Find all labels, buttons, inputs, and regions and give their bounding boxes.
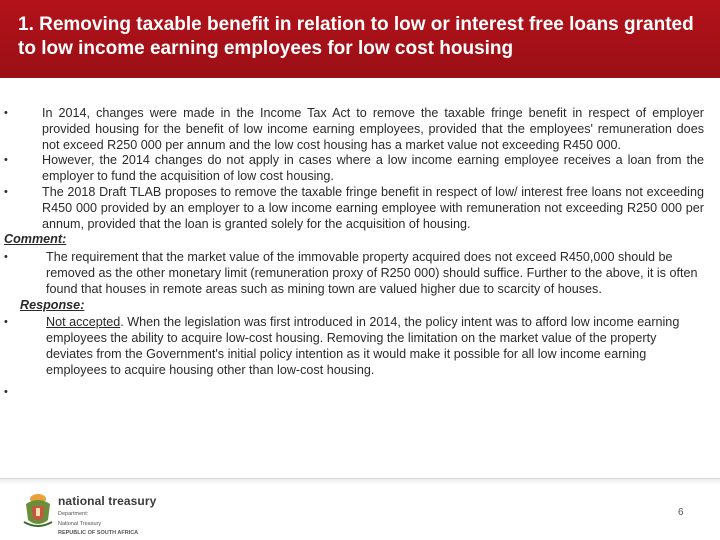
slide-content — [4, 106, 704, 398]
dept-line: REPUBLIC OF SOUTH AFRICA — [58, 530, 139, 536]
bullet-icon: • — [4, 154, 8, 167]
bullet-item — [4, 185, 704, 232]
bullet-icon: • — [4, 385, 8, 398]
bullet-item — [4, 153, 704, 185]
bullet-icon: • — [4, 185, 8, 198]
response-label: Response: — [20, 297, 85, 312]
bullet-text: The 2018 Draft TLAB proposes to remove the taxable fringe benefit in respect of low/ interest free loans not exceeding R450 000 provided by an employer to a low income earning employee with remuneration not exceeding R250 000 per annum, provided that the loan is granted solely for the acquisition of housing. — [42, 184, 704, 231]
footer-shadow — [0, 479, 720, 485]
bullet-icon: • — [4, 251, 8, 264]
page-number: 6 — [678, 507, 684, 518]
slide-title: 1. Removing taxable benefit in relation to low or interest free loans granted to low income earning employees for low cost housing — [18, 14, 694, 59]
comment-item — [4, 250, 704, 297]
title-bar — [0, 0, 720, 78]
bullet-item — [4, 106, 704, 153]
response-lead: Not accepted — [46, 315, 121, 330]
bullet-icon: • — [4, 316, 8, 329]
coat-of-arms-logo — [18, 490, 58, 530]
dept-line: Department: — [58, 511, 89, 517]
bullet-text: However, the 2014 changes do not apply in cases where a low income earning employee receives a loan from the employer to fund the acquisition of low cost housing. — [42, 153, 704, 184]
brand-name: national treasury — [58, 494, 157, 508]
response-text: . When the legislation was first introduced in 2014, the policy intent was to afford low income earning employees the ability to acquire low-cost housing. Removing the limitation on the market value of the property deviates from the Government's initial policy intention as it would make it possible for all low income earning employees to acquire housing other than low-cost housing. — [46, 315, 680, 377]
bullet-icon: • — [4, 107, 8, 119]
bullet-text: In 2014, changes were made in the Income Tax Act to remove the taxable fringe benefit in respect of employer provided housing for the benefit of low income earning employees, provided that the employees' remuneration does not exceed R250 000 per annum and the low cost housing has a market value not exceeding R450 000. — [42, 106, 704, 152]
response-item — [4, 315, 704, 378]
dept-line: National Treasury — [58, 520, 102, 527]
comment-text: The requirement that the market value of the immovable property acquired does not exceed R450,000 should be removed as the other monetary limit (remuneration proxy of R250 000) should suffice. Further to the above, it is often found that houses in remote areas such as mining town are valued higher due to scarcity of houses. — [46, 250, 698, 296]
footer-brand — [58, 494, 156, 537]
comment-label: Comment: — [4, 232, 67, 247]
